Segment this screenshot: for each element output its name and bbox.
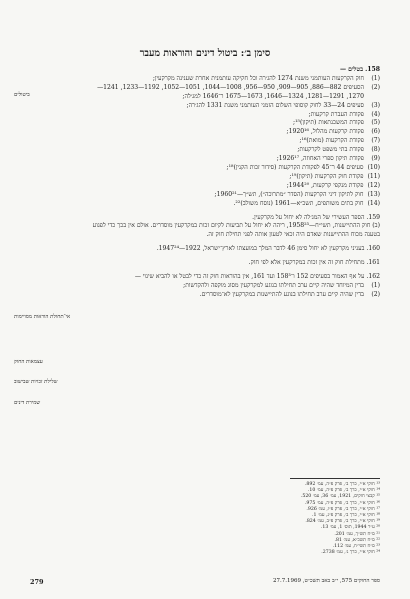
list-item: (4) פקודת העברת קרקעות;	[308, 110, 380, 118]
footnote: ¹⁴ חוקי א״י, כרך ב׳, פרק פ״ה, עמ׳ 10.	[307, 488, 380, 494]
list-item: (2) בדין שהיה קיים ערב תחילתו בנוגע להתיישנות במקרקעין לא־מוסדרים.	[199, 290, 380, 298]
section-160: 160. בעניני מקרקעין לא יחול סימן 46 לדבר המלך במועצתו לארץ־ישראל, 1922—1947²⁴.	[156, 245, 380, 253]
list-item: (11) פקודת חוק הקרקעות (תיקון)¹⁹;	[289, 172, 380, 180]
publication-source: ספר החוקים 575, י״ב באב תשכ״ט, 27.7.1969	[273, 578, 380, 584]
section-162: 162. על אף האמור בסעיפים 152 ו־158³ ועד 161, אין בהוראות חוק זה כדי לבטל או להביא שינוי —	[134, 273, 380, 281]
footnote: ¹⁷ חוקי א״י, כרך ב׳, פרק פ״ו, עמ׳ 926.	[306, 506, 380, 512]
footnote: ¹⁹ חוקי א״י, כרך ב׳, פרק פ״ב, עמ׳ 824.	[305, 519, 380, 525]
footnote: ¹⁵ קבצי חוקים, 1921, עמ׳ 36, עמ׳ 520.	[300, 494, 380, 500]
section-158-heading: 158. בטלים —	[339, 66, 380, 73]
footnote: ²² ס״ח תשכ״א, עמ׳ 81.	[334, 537, 380, 543]
footnote: ²⁰ ע״ר 1944, תוס׳ 1, עמ׳ 13.	[320, 525, 380, 531]
list-item: (13) חוק לתיקון דיני הקרקעות (הסדר ״מתרוכה״), תש״ך—1960²¹;	[214, 190, 380, 198]
list-item: (2) הסעיפים 882—886, 905—909, 950—956, 1008—1044, 1051—1052, 1192—1233, 1241—1270, 1291—1281, 1324—1646, 1673—1675 ר־1646 למג׳לה;	[97, 83, 380, 100]
section-159-b: (ב) חוק ההתיישנות, תשי״ח—1958²³, ריהה לא יחול על תביעות לקיום זכות במקרקעין מוסדרים. אולם אין בכך כדי לפגוע בטענה מכוח ההתיישנות שאדם היה זכאי לטעון אותה לפני תחילת חוק זה.	[92, 222, 380, 239]
list-item: (1) חוק הקרקעות העותמני משנת 1274 להג׳רה וכל חקיקה עותמנית אחרת שענינה מקרקעין;	[152, 74, 380, 82]
list-item: (9) פקודת תיקון ספרי האחוזה, 1926¹⁷;	[276, 155, 380, 163]
margin-note: עצמאות החוק	[14, 359, 43, 365]
list-item: (10) סעיפים 44 ר־45 לפקודת הקרקעות (סידור זכות הקנין)¹⁸;	[226, 163, 380, 171]
body-text	[80, 66, 380, 300]
footnote: ²⁴ חוקי א״י, כרך ג׳, עמ׳ 2738.	[321, 550, 380, 556]
list-item: (14) חוק בתים משותפים, תשכ״א—1961 (נוסח משולב)²².	[233, 199, 380, 207]
list-item: (12) פקודת מנקפי קרקעות, 1944²⁰;	[286, 181, 380, 189]
page-number: 279	[30, 578, 44, 586]
margin-note: שמירת דינים	[14, 400, 41, 406]
list-item: (5) פקודת המשכנתאות (תיקון)¹⁵;	[293, 119, 380, 127]
footnote: ¹³ חוקי א״י, כרך ב׳, פרק פ״ה, עמ׳ 892.	[304, 482, 380, 487]
footnotes	[80, 482, 380, 556]
footnote: ²³ ס״ח תשי״ח, עמ׳ 112.	[332, 544, 380, 550]
margin-note: שלילת זכויות שבישוב	[14, 379, 58, 385]
footnote: ¹⁸ חוקי א״י, כרך ב׳, פרק פ״ג, עמ׳ 1.	[312, 513, 380, 519]
footnote: ²¹ ס״ח תש״ך, עמ׳ 201.	[334, 531, 380, 537]
section-161: 161. מתחילת חוק זה אין זכות במקרקעין אלא לפי חוק.	[248, 259, 380, 267]
page-header: סימן ב׳: ביטול דינים והוראות מעבר	[139, 48, 271, 59]
section-159: 159. הספר העשירי של המג׳לה לא יחול על מקרקעין.	[252, 213, 380, 221]
list-item: (7) פקודת הקרקעות (מואת)¹⁶;	[299, 137, 380, 145]
margin-note: אי־תחולת הוראות מסויימות	[14, 314, 71, 320]
margin-note: ביטולים	[14, 92, 30, 98]
list-item: (1) בדין המיוחד שהיה קיים ערב תחילתו בנוגע למקרקעין מסוג מוקפה ולהקדשות;	[183, 281, 380, 289]
list-item: (3) סעיפים 24—33 לחוק קוסופי השלום הזמני העותמני משנת 1331 להג׳רה;	[186, 101, 380, 109]
footnote: ¹⁶ חוקי א״י, כרך ב׳, פרק פ״ה, עמ׳ 975.	[304, 500, 380, 506]
footnote-divider	[290, 478, 380, 479]
list-item: (8) פקודת בתי משפט לקרקעות;	[297, 146, 380, 154]
list-item: (6) פקודת קרקעות מהלול, 1920¹⁶;	[286, 128, 380, 136]
